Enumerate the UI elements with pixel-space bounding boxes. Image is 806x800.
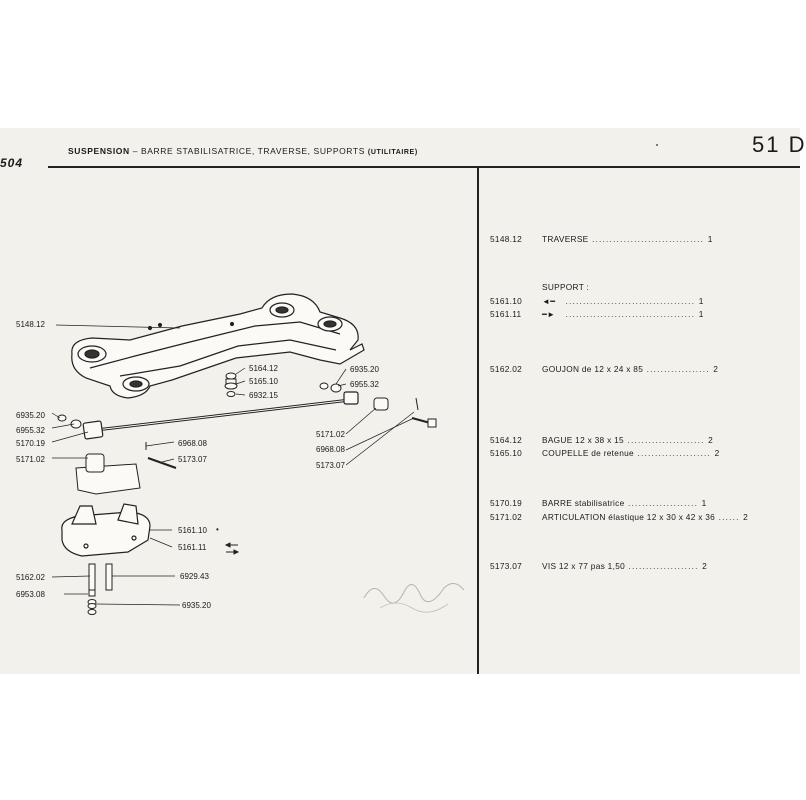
callout-label: 6953.08 (16, 590, 45, 599)
parts-row (490, 364, 718, 374)
part-qty: 2 (708, 435, 714, 445)
parts-row (490, 498, 707, 508)
articulation-left-drawing (76, 442, 176, 494)
dot-leader: ..................................... (562, 296, 699, 306)
dot-leader: ..................................... (562, 309, 699, 319)
part-ref: 5173.07 (490, 561, 523, 571)
callout-label: 5173.07 (316, 461, 345, 470)
part-name: SUPPORT : (542, 282, 590, 292)
part-ref: 5171.02 (490, 512, 523, 522)
part-ref: 5148.12 (490, 234, 523, 244)
crossmember-drawing (72, 294, 364, 398)
part-qty: 2 (714, 448, 720, 458)
part-qty: 2 (743, 512, 749, 522)
arrow-left-icon: ◄━ (542, 297, 556, 306)
part-qty: 1 (698, 296, 704, 306)
title-main: SUSPENSION (68, 146, 130, 156)
part-ref: 5164.12 (490, 435, 523, 445)
callout-label: 5173.07 (178, 455, 207, 464)
part-ref: 5161.11 (490, 309, 522, 319)
callout-label: 6968.08 (316, 445, 345, 454)
part-qty: 2 (702, 561, 708, 571)
parts-row (490, 512, 748, 522)
dot-leader: .................... (624, 498, 702, 508)
callout-label: 6955.32 (350, 380, 379, 389)
parts-row (490, 282, 589, 292)
callout-label: 5165.10 (249, 377, 278, 386)
part-ref: 5170.19 (490, 498, 523, 508)
part-name: ARTICULATION élastique 12 x 30 x 42 x 36 (542, 512, 716, 522)
parts-row (490, 296, 704, 306)
callout-label: 5148.12 (16, 320, 45, 329)
dot-leader: ................................ (588, 234, 708, 244)
bracket-arrows (226, 543, 238, 554)
parts-row (490, 309, 704, 319)
part-qty: 1 (701, 498, 707, 508)
dot-mark (656, 144, 658, 146)
part-name: TRAVERSE (542, 234, 589, 244)
callout-label: 6935.20 (16, 411, 45, 420)
part-name: BARRE stabilisatrice (542, 498, 625, 508)
parts-row (490, 561, 707, 571)
part-ref: 5161.10 (490, 296, 523, 306)
arrow-right-icon: ━► (542, 310, 556, 319)
callout-label: 6929.43 (180, 572, 209, 581)
callout-label: 5171.02 (16, 455, 45, 464)
callout-label: 5161.11 (178, 543, 207, 552)
title-suffix: (UTILITAIRE) (367, 149, 418, 156)
page-number: 51 D (752, 132, 806, 157)
part-name: COUPELLE de retenue (542, 448, 634, 458)
part-name: GOUJON de 12 x 24 x 85 (542, 364, 644, 374)
callout-label: 5161.10 (178, 526, 207, 535)
title-rest: – BARRE STABILISATRICE, TRAVERSE, SUPPORTS (129, 146, 368, 156)
parts-row (490, 448, 720, 458)
callout-label: 5171.02 (316, 430, 345, 439)
parts-row (490, 234, 713, 244)
dot-leader: ...................... (623, 435, 709, 445)
callout-label: 5162.02 (16, 573, 45, 582)
callout-label: 6955.32 (16, 426, 45, 435)
pencil-scribble (360, 568, 470, 618)
part-name: BAGUE 12 x 38 x 15 (542, 435, 624, 445)
dot-leader: .................... (625, 561, 703, 571)
model-label: 504 (0, 156, 24, 170)
callout-label: 5170.19 (16, 439, 45, 448)
support-bracket-drawing (62, 504, 150, 556)
part-ref: 5162.02 (490, 364, 523, 374)
catalog-page (0, 128, 806, 674)
parts-row (490, 435, 713, 445)
part-qty: 2 (713, 364, 719, 374)
articulation-right-drawing (374, 398, 436, 427)
dot-leader: ..................... (633, 448, 715, 458)
callout-label: 6935.20 (182, 601, 211, 610)
stud-hardware-drawing (88, 564, 112, 615)
part-name: VIS 12 x 77 pas 1,50 (542, 561, 626, 571)
star-mark: • (216, 525, 219, 534)
part-ref: 5165.10 (490, 448, 523, 458)
callout-label: 6968.08 (178, 439, 207, 448)
callout-label: 6932.15 (249, 391, 278, 400)
callout-label: 5164.12 (249, 364, 278, 373)
part-qty: 1 (707, 234, 713, 244)
callout-label: 6935.20 (350, 365, 379, 374)
part-qty: 1 (698, 309, 704, 319)
dot-leader: .................. (643, 364, 714, 374)
dot-leader: ...... (715, 512, 744, 522)
